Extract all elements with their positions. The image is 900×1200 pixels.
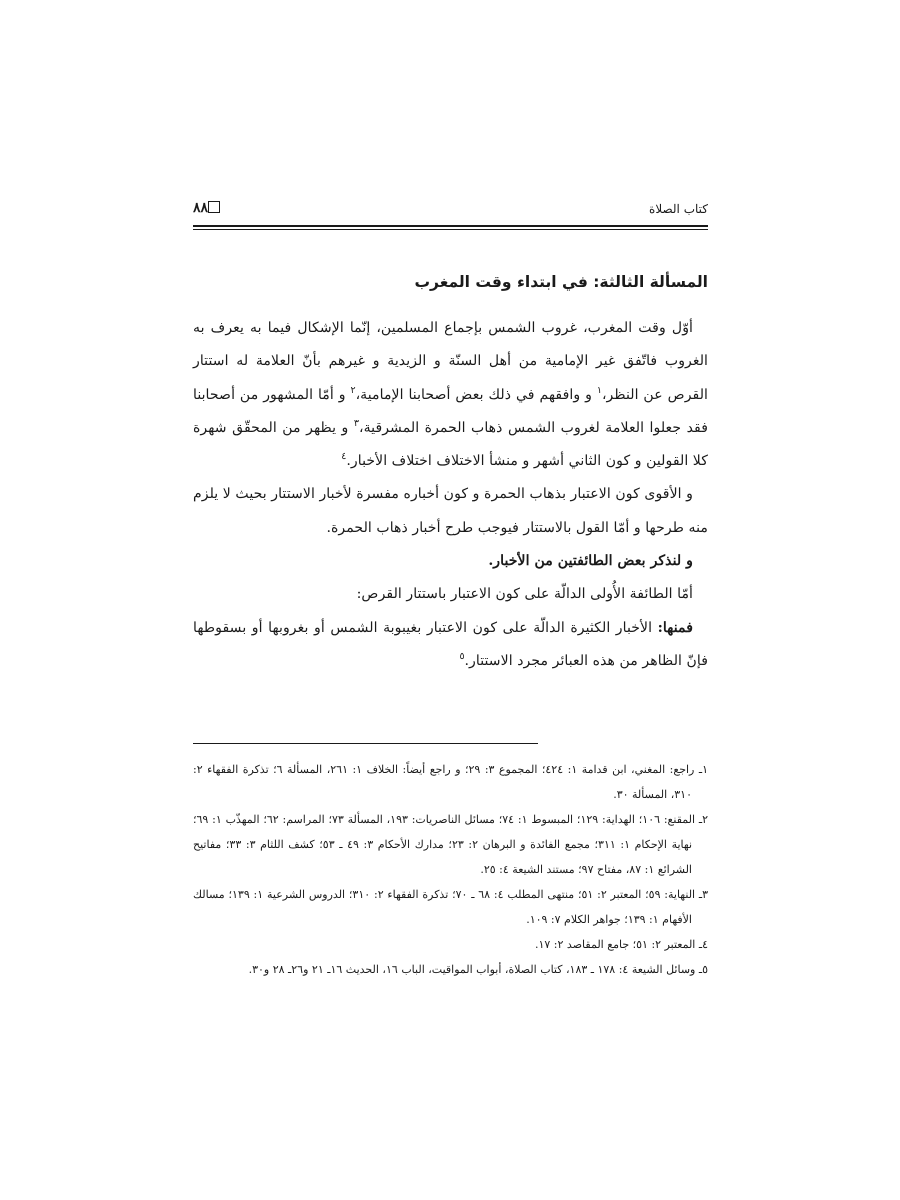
paragraph-1-text: أوّل وقت المغرب، غروب الشمس بإجماع المسلمين، إنّما الإشكال فيما به يعرف به الغروب فاتّفق غير الإمامية من أهل السنّة و الزيدية و غيرهم بأنّ العلامة له استتار القرص عن النظر، (193, 320, 709, 403)
page-number: ٨٨ (193, 200, 209, 216)
paragraph-1-text-3: و أمّا المشهور من أصحابنا فقد جعلوا العلامة لغروب الشمس ذهاب الحمرة المشرقية، (193, 386, 708, 436)
paragraph-4: أمّا الطائفة الأُولى الدالّة على كون الاعتبار باستتار القرص: (356, 586, 693, 603)
running-header (193, 196, 708, 220)
header-rule-thin (193, 229, 708, 230)
footnote-1: ١ـ راجع: المغني، ابن قدامة ١: ٤٢٤؛ المجموع ٣: ٢٩؛ و راجع أيضاً: الخلاف ١: ٢٦١، المسألة ٦؛ تذكرة الفقهاء ٢: ٣١٠، المسألة ٣٠. (193, 763, 708, 801)
paragraph-5-lead: فمنها: (657, 619, 693, 636)
square-icon (208, 201, 220, 213)
footnote-ref-3: ٣ (353, 417, 359, 429)
footnote-2: ٢ـ المقنع: ١٠٦؛ الهداية: ١٢٩؛ المبسوط ١: ٧٤؛ مسائل الناصريات: ١٩٣، المسألة ٧٣؛ المراسم: ٦٢؛ المهذّب ١: ٦٩؛ نهاية الإحكام ١: ٣١١؛ مجمع الفائدة و البرهان ٢: ٢٣؛ مدارك الأحكام ٣: ٤٩ ـ ٥٣؛ كشف اللثام ٣: ٣٣؛ مفاتيح الشرائع ١: ٨٧، مفتاح ٩٧؛ مستند الشيعة ٤: ٢٥. (193, 813, 709, 876)
footnote-3: ٣ـ النهاية: ٥٩؛ المعتبر ٢: ٥١؛ منتهى المطلب ٤: ٦٨ ـ ٧٠؛ تذكرة الفقهاء ٢: ٣١٠؛ الدروس الشرعية ١: ١٣٩؛ مسالك الأفهام ١: ١٣٩؛ جواهر الكلام ٧: ١٠٩. (193, 888, 709, 926)
paragraph-3: و لنذكر بعض الطائفتين من الأخبار. (488, 553, 693, 570)
paragraph-5 (193, 612, 708, 679)
footnotes (193, 757, 708, 982)
main-text (193, 312, 708, 678)
footnote-ref-4: ٤ (341, 451, 347, 463)
paragraph-1-text-2: و وافقهم في ذلك بعض أصحابنا الإمامية، (355, 386, 597, 403)
paragraph-1-text-4: و يظهر من المحقّق شهرة كلا القولين و كون الثاني أشهر و منشأ الاختلاف اختلاف الأخبار. (193, 419, 708, 470)
footnote-ref-1: ١ (596, 384, 602, 396)
footnote-separator (193, 743, 538, 744)
paragraph-2: و الأقوى كون الاعتبار بذهاب الحمرة و كون أخباره مفسرة لأخبار الاستتار بحيث لا يلزم منه طرحها و أمّا القول بالاستتار فيوجب طرح أخبار ذهاب الحمرة. (193, 486, 708, 536)
book-title: كتاب الصلاة (649, 202, 708, 216)
page (193, 0, 708, 1200)
header-rule (193, 225, 708, 227)
footnote-ref-5: ٥ (459, 650, 465, 662)
footnote-4: ٤ـ المعتبر ٢: ٥١؛ جامع المقاصد ٢: ١٧. (534, 938, 708, 951)
section-heading: المسألة الثالثة: في ابتداء وقت المغرب (414, 273, 708, 291)
paragraph-5-text: الأخبار الكثيرة الدالّة على كون الاعتبار بغيبوبة الشمس أو بغروبها أو بسقوطها فإنّ الظاهر من هذه العبائر مجرد الاستتار. (193, 619, 708, 669)
footnote-ref-2: ٢ (350, 384, 356, 396)
page-number-block (193, 200, 225, 216)
paragraph-1 (193, 312, 708, 478)
footnote-5: ٥ـ وسائل الشيعة ٤: ١٧٨ ـ ١٨٣، كتاب الصلاة، أبواب المواقيت، الباب ١٦، الحديث ١٦ـ ٢١ و٢٦ـ ٢٨ و٣٠. (248, 963, 708, 976)
